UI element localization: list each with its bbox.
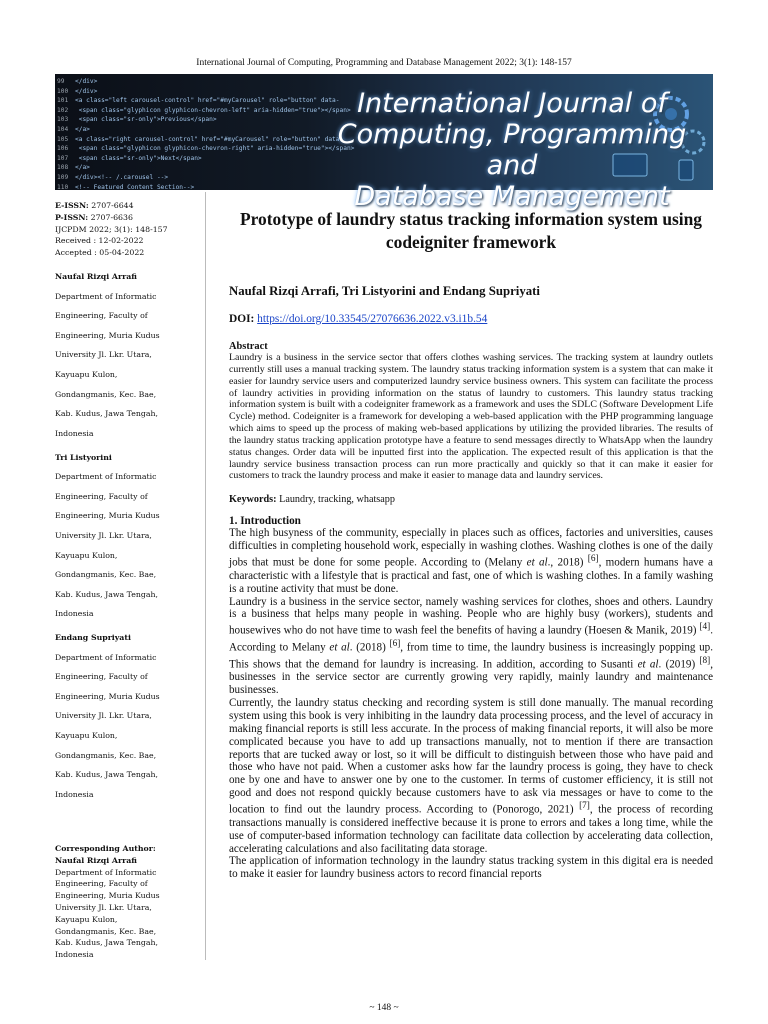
affiliation-line: Kab. Kudus, Jawa Tengah, xyxy=(55,409,159,419)
affiliation-line: Kayuapu Kulon, xyxy=(55,731,118,741)
corresponding-line: Kab. Kudus, Jawa Tengah, xyxy=(55,938,159,948)
author-list: Naufal Rizqi Arrafi, Tri Listyorini and Endang Supriyati xyxy=(229,284,540,298)
code-line-number: 102 xyxy=(57,106,69,114)
text-run: . (2018) xyxy=(349,641,390,654)
code-line-text: </a> xyxy=(75,125,90,133)
section-heading: 1. Introduction xyxy=(229,515,301,528)
meta-value: 2707-6644 xyxy=(88,201,134,210)
text-run: Laundry is a business in the service sector, namely washing services for clothes, shoes and others. Laundry is a business that helps many people in washing. People who are highly busy (workers), students and housewives who do not have time to wash feel the benefits of having a laundry (Hoesen & Manik, 2019) xyxy=(229,595,713,637)
meta-value: 2707-6636 xyxy=(88,212,133,222)
sidebar xyxy=(55,200,205,808)
corresponding-line: Engineering, Faculty of xyxy=(55,879,148,889)
code-line-text: <a class="right carousel-control" href="#myCarousel" role="button" data- xyxy=(75,135,344,143)
meta-label: E-ISSN: xyxy=(55,201,89,210)
code-line xyxy=(57,96,354,106)
meta-line xyxy=(55,224,205,236)
citation-ref: [6] xyxy=(587,554,599,565)
meta-value: IJCPDM 2022; 3(1): 148-157 xyxy=(55,224,168,234)
meta-line xyxy=(55,200,205,212)
meta-value: Received : 12-02-2022 xyxy=(55,236,144,246)
doi-label: DOI: xyxy=(229,313,255,325)
italic-text: et al xyxy=(526,556,548,569)
corresponding-line: Indonesia xyxy=(55,950,94,960)
corresponding-label: Corresponding Author: xyxy=(55,844,156,853)
text-run: . According to Melany xyxy=(229,625,713,654)
code-line-number: 109 xyxy=(57,173,69,181)
affiliation-block xyxy=(55,452,205,621)
code-line-number: 99 xyxy=(57,78,65,85)
affiliation-line: Engineering, Faculty of xyxy=(55,311,148,321)
affiliation-author-name: Tri Listyorini xyxy=(55,452,112,462)
citation-ref: [4] xyxy=(699,622,711,633)
citation-ref: [7] xyxy=(579,801,590,812)
meta-line xyxy=(55,212,205,224)
affiliation-line: University Jl. Lkr. Utara, xyxy=(55,530,152,540)
meta-line xyxy=(55,247,205,259)
keywords-line xyxy=(229,494,713,505)
banner-title-line: Database Management xyxy=(354,181,670,212)
text-run: The high busyness of the community, especially in places such as offices, factories and universities, causes difficulties in completing household work, especially in washing clothes. Washing clothes is one of the daily jobs that must be done for some people. According to (Melany xyxy=(229,527,713,569)
page-number: ~ 148 ~ xyxy=(369,1003,399,1013)
abstract-heading: Abstract xyxy=(229,341,268,352)
banner-title-line: International Journal of xyxy=(357,88,667,119)
code-line xyxy=(57,163,354,173)
corresponding-line: Kayuapu Kulon, xyxy=(55,914,118,924)
meta-value: Accepted : 05-04-2022 xyxy=(55,248,145,258)
article-title: Prototype of laundry status tracking information system using codeigniter framework xyxy=(240,209,702,252)
code-line xyxy=(57,173,354,183)
body-paragraph xyxy=(229,855,713,881)
affiliation-line: Engineering, Faculty of xyxy=(55,491,148,501)
affiliation-line: Department of Informatic xyxy=(55,652,157,662)
code-line-text: <span class="glyphicon glyphicon-chevron-right" aria-hidden="true"></span> xyxy=(75,145,355,153)
affiliation-author-name: Naufal Rizqi Arrafi xyxy=(55,271,137,281)
affiliation-line: Engineering, Muria Kudus xyxy=(55,330,160,340)
affiliation-line: Gondangmanis, Kec. Bae, xyxy=(55,389,157,399)
affiliation-line: Department of Informatic xyxy=(55,472,157,482)
code-line-text: <span class="glyphicon glyphicon-chevron-left" aria-hidden="true"></span> xyxy=(75,106,351,114)
code-line-number: 106 xyxy=(57,145,69,153)
code-line-number: 103 xyxy=(57,116,69,124)
code-line-number: 105 xyxy=(57,135,69,143)
doi-line xyxy=(229,313,713,325)
text-run: , from time to time, the laundry business is increasingly popping up. This shows that the demand for laundry is increasing. In addition, according to Susanti xyxy=(229,641,713,671)
citation-ref: [8] xyxy=(699,655,711,666)
affiliation-line: Engineering, Muria Kudus xyxy=(55,691,160,701)
code-line-text: <a class="left carousel-control" href="#myCarousel" role="button" data- xyxy=(75,97,340,105)
banner-title-line: Computing, Programming and xyxy=(337,119,687,181)
code-line-number: 108 xyxy=(57,164,69,172)
code-line-number: 107 xyxy=(57,154,69,162)
corresponding-line: University Jl. Lkr. Utara, xyxy=(55,902,152,912)
meta-label: P-ISSN: xyxy=(55,212,89,222)
italic-text: et al xyxy=(637,658,659,671)
text-run: , modern humans have a characteristic with a lifestyle that is practical and fast, one of which is washing clothes. In a family washing is a routine activity that must be done. xyxy=(229,556,713,595)
affiliation-author-name: Endang Supriyati xyxy=(55,633,131,643)
code-line-text: </div><!-- /.carousel --> xyxy=(75,173,169,181)
code-line-number: 104 xyxy=(57,125,69,133)
text-run: The application of information technology in the laundry status tracking system in this digital era is needed to make it easier for laundry business actors to record financial reports xyxy=(229,855,713,881)
text-run: Currently, the laundry status checking and recording system is still done manually. The manual recording system using this book is very inhibiting in the laundry data processing process, and the level of accuracy in making financial reports is still less accurate. In the process of making financial reports, it will also be more complicated because you have to add up transactions manually, not to mention if there are transaction reports that are tucked away or lost, so it will be difficult to distinguish between those who have paid and those who have not paid. When a customer asks how far the laundry process is going, they have to check one by one and have to answer one by one to the customer. In terms of customer efficiency, it is still not good and does not respond quickly because customers have to ask via messages or have to come to the location to find out the laundry process. According to (Ponorogo, 2021) xyxy=(229,696,713,816)
citation-ref: [6] xyxy=(389,638,401,649)
text-run: , businesses in the service sector are currently growing very rapidly, mainly laundry and maintenance businesses. xyxy=(229,658,713,696)
affiliation-line: Kab. Kudus, Jawa Tengah, xyxy=(55,589,159,599)
body-paragraph xyxy=(229,596,713,697)
corresponding-author xyxy=(55,843,205,961)
affiliation-line: Engineering, Faculty of xyxy=(55,672,148,682)
corresponding-line: Gondangmanis, Kec. Bae, xyxy=(55,926,157,936)
affiliation-block xyxy=(55,632,205,801)
code-line-text: </div> xyxy=(75,87,98,95)
code-line xyxy=(57,135,354,145)
affiliation-block xyxy=(55,271,205,440)
affiliation-line: University Jl. Lkr. Utara, xyxy=(55,350,152,360)
body-paragraph xyxy=(229,697,713,856)
text-run: , the process of recording transactions manually is considered ineffective because it is prone to errors and takes a long time, while the use of computer-based information technology can facilitate data collection by accelerating data collection, accelerating calculations and also facilitating data storage. xyxy=(229,803,713,855)
code-line-text: <span class="sr-only">Next</span> xyxy=(75,154,202,162)
column-divider xyxy=(205,192,206,960)
introduction-body xyxy=(229,527,713,881)
corresponding-line: Engineering, Muria Kudus xyxy=(55,891,160,901)
article-meta xyxy=(55,200,205,259)
affiliation-line: University Jl. Lkr. Utara, xyxy=(55,711,152,721)
affiliation-line: Gondangmanis, Kec. Bae, xyxy=(55,570,157,580)
code-line xyxy=(57,106,354,116)
code-line xyxy=(57,154,354,164)
code-line-text: </div> xyxy=(75,78,98,85)
affiliation-line: Gondangmanis, Kec. Bae, xyxy=(55,750,157,760)
keywords-label: Keywords: xyxy=(229,494,277,506)
code-line-text: <!-- Featured Content Section--> xyxy=(75,183,195,191)
affiliation-line: Engineering, Muria Kudus xyxy=(55,511,160,521)
affiliation-line: Indonesia xyxy=(55,609,94,619)
affiliation-line: Department of Informatic xyxy=(55,291,157,301)
code-snippet-background xyxy=(57,77,354,192)
affiliation-line: Indonesia xyxy=(55,428,94,438)
code-line xyxy=(57,77,354,87)
doi-link[interactable]: https://doi.org/10.33545/27076636.2022.v3.i1b.54 xyxy=(257,313,488,325)
code-line-text: <span class="sr-only">Previous</span> xyxy=(75,116,217,124)
corresponding-address xyxy=(55,867,205,961)
text-run: ., 2018) xyxy=(547,556,588,569)
italic-text: et al xyxy=(329,641,350,654)
code-line-text: </a> xyxy=(75,164,90,172)
affiliation-line: Kayuapu Kulon, xyxy=(55,369,118,379)
corresponding-line: Department of Informatic xyxy=(55,867,157,877)
body-paragraph xyxy=(229,527,713,595)
code-line-number: 101 xyxy=(57,97,69,105)
code-line-number: 100 xyxy=(57,87,69,95)
author-affiliations xyxy=(55,271,205,801)
affiliation-line: Indonesia xyxy=(55,789,94,799)
code-line xyxy=(57,183,354,193)
text-run: . (2019) xyxy=(658,658,700,671)
code-line xyxy=(57,144,354,154)
banner-title xyxy=(317,88,707,212)
code-line xyxy=(57,125,354,135)
abstract-text: Laundry is a business in the service sector that offers clothes washing services. The tracking system at laundry outlets currently still uses a manual tracking system. The laundry status tracking information system is a system that can make it easier for laundry service users and computerized laundry service business owners. This system can facilitate the process of laundry activities in providing information on the status of laundry to customers. This laundry status tracking information system is built with a codeigniter framework as a framework and uses the SDLC (Software Development Life Cycle) method. Codeigniter is a framework for developing a web-based application with the PHP programming language which aims to speed up the process of making web-based applications by utilizing the provided libraries. The results of the laundry status tracking application prototype have a feature to send messages directly to WhatsApp when the laundry status changes. Order data will be inputted first into the application. The expected result of this application is that the laundry service business transaction process can run more practically and quickly so that it can make it easier for customers to track the laundry process and make it easier to manage data and laundry services. xyxy=(229,352,713,482)
corresponding-name: Naufal Rizqi Arrafi xyxy=(55,855,137,865)
code-line xyxy=(57,87,354,97)
running-head: International Journal of Computing, Programming and Database Management 2022; 3(1): 148-157 xyxy=(196,58,572,68)
code-line-number: 110 xyxy=(57,183,69,191)
main-column xyxy=(229,208,713,881)
keywords-value: Laundry, tracking, whatsapp xyxy=(276,494,395,506)
affiliation-line: Kab. Kudus, Jawa Tengah, xyxy=(55,770,159,780)
meta-line xyxy=(55,235,205,247)
code-line xyxy=(57,115,354,125)
affiliation-line: Kayuapu Kulon, xyxy=(55,550,118,560)
